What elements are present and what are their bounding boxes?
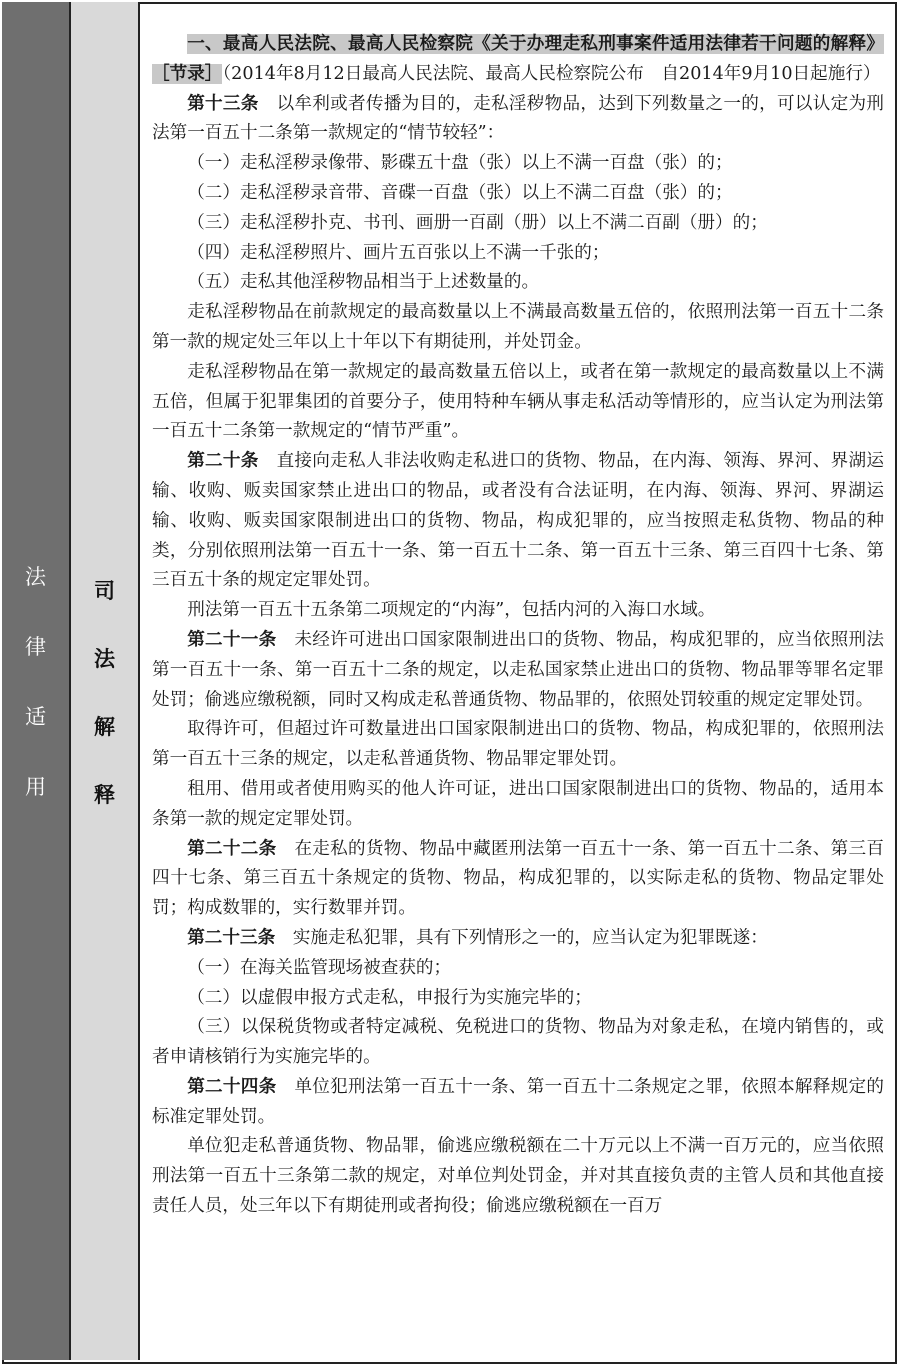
category-label: 法 律 适 用 [25, 565, 46, 799]
article-text: 在走私的货物、物品中藏匿刑法第一百五十一条、第一百五十二条、第三百四十七条、第三百五十条规定的货物、物品，构成犯罪的，以实际走私的货物、物品定罪处罚；构成数罪的，实行数罪并罚。 [152, 838, 884, 919]
article-heading: 第十三条 [187, 93, 259, 114]
title-source: （2014年8月12日最高人民法院、最高人民检察院公布 自2014年9月10日起施行） [222, 63, 881, 84]
article-20 [152, 447, 884, 596]
paragraph: 走私淫秽物品在前款规定的最高数量以上不满最高数量五倍的，依照刑法第一百五十二条第一款的规定处三年以上十年以下有期徒刑，并处罚金。 [152, 302, 884, 352]
article-heading: 第二十二条 [187, 838, 277, 859]
article-text: 未经许可进出口国家限制进出口的货物、物品，构成犯罪的，应当依照刑法第一百五十一条、第一百五十二条的规定，以走私国家禁止进出口的货物、物品罪等罪名定罪处罚；偷逃应缴税额，同时又构成走私普通货物、物品罪的，依照处罚较重的规定定罪处罚。 [152, 629, 884, 710]
article-text: 实施走私犯罪，具有下列情形之一的，应当认定为犯罪既遂： [292, 927, 768, 948]
article-13 [152, 90, 884, 150]
paragraph: 取得许可，但超过许可数量进出口国家限制进出口的货物、物品，构成犯罪的，依照刑法第一百五十三条的规定，以走私普通货物、物品罪定罪处罚。 [152, 719, 884, 770]
list-item: （三）以保税货物或者特定减税、免税进口的货物、物品为对象走私，在境内销售的，或者申请核销行为实施完毕的。 [152, 1017, 884, 1068]
paragraph: 租用、借用或者使用购买的他人许可证，进出口国家限制进出口的货物、物品的，适用本条第一款的规定定罪处罚。 [152, 778, 884, 829]
article-text: 单位犯刑法第一百五十一条、第一百五十二条规定之罪，依照本解释规定的标准定罪处罚。 [152, 1076, 884, 1127]
article-heading: 第二十条 [187, 451, 259, 472]
article-text: 以牟利或者传播为目的，走私淫秽物品，达到下列数量之一的，可以认定为刑法第一百五十二条第一款规定的“情节较轻”： [152, 93, 884, 144]
document-title [152, 30, 884, 90]
article-heading: 第二十三条 [187, 927, 276, 948]
subcategory-column [71, 2, 140, 1360]
list-item: （三）走私淫秽扑克、书刊、画册一百副（册）以上不满二百副（册）的； [187, 212, 768, 233]
paragraph: 刑法第一百五十五条第二项规定的“内海”，包括内河的入海口水域。 [187, 600, 716, 621]
list-item: （二）走私淫秽录音带、音碟一百盘（张）以上不满二百盘（张）的； [187, 182, 733, 203]
article-24 [152, 1073, 884, 1133]
title-highlight: 一、最高人民法院、最高人民检察院《关于办理走私刑事案件适用法律若干问题的解释》［节录］ [152, 34, 884, 84]
list-item: （四）走私淫秽照片、画片五百张以上不满一千张的； [187, 242, 610, 263]
article-23 [152, 924, 884, 954]
subcategory-label: 司 法 解 释 [94, 579, 115, 807]
paragraph: 走私淫秽物品在第一款规定的最高数量五倍以上，或者在第一款规定的最高数量以上不满五倍，但属于犯罪集团的首要分子，使用特种车辆从事走私活动等情形的，应当认定为刑法第一百五十二条第一款规定的“情节严重”。 [152, 361, 884, 442]
paragraph: 单位犯走私普通货物、物品罪，偷逃应缴税额在二十万元以上不满一百万元的，应当依照刑法第一百五十三条第二款的规定，对单位判处罚金，并对其直接负责的主管人员和其他直接责任人员，处三年以下有期徒刑或者拘役；偷逃应缴税额在一百万 [152, 1136, 884, 1217]
article-22 [152, 835, 884, 924]
category-column [2, 2, 71, 1360]
article-text: 直接向走私人非法收购走私进口的货物、物品，在内海、领海、界河、界湖运输、收购、贩卖国家禁止进出口的物品，或者没有合法证明，在内海、领海、界河、界湖运输、收购、贩卖国家限制进出口的货物、物品，构成犯罪的，应当按照走私货物、物品的种类，分别依照刑法第一百五十一条、第一百五十二条、第一百五十三条、第三百四十七条、第三百五十条的规定定罪处罚。 [152, 451, 884, 591]
article-heading: 第二十四条 [187, 1076, 277, 1097]
list-item: （二）以虚假申报方式走私，申报行为实施完毕的； [187, 987, 592, 1008]
list-item: （一）走私淫秽录像带、影碟五十盘（张）以上不满一百盘（张）的； [187, 153, 733, 174]
list-item: （五）走私其他淫秽物品相当于上述数量的。 [187, 272, 540, 293]
list-item: （一）在海关监管现场被查获的； [187, 957, 452, 978]
article-heading: 第二十一条 [187, 629, 277, 650]
article-21 [152, 626, 884, 715]
document-body [152, 30, 884, 1222]
